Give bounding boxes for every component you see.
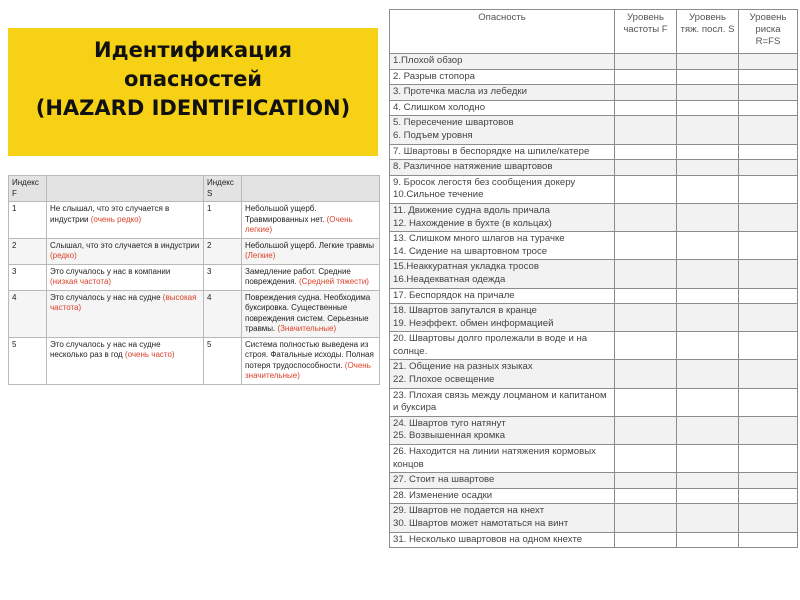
s-description: Замедление работ. Средние повреждения. (Средней тяжести) [242, 264, 380, 290]
s-value: 3 [204, 264, 242, 290]
hazard-row [390, 288, 798, 304]
hazard-cell: 21. Общение на разных языках 22. Плохое освещение [390, 360, 615, 388]
risk-cell[interactable] [739, 332, 798, 360]
hazard-row [390, 532, 798, 548]
frequency-cell[interactable] [615, 445, 677, 473]
risk-cell[interactable] [739, 388, 798, 416]
s-description: Повреждения судна. Необходима буксировка. Существенные повреждения систем. Серьезные травмы. (Значительные) [242, 290, 380, 337]
hazard-row [390, 203, 798, 231]
hazard-cell: 5. Пересечение швартовов 6. Подъем уровня [390, 116, 615, 144]
f-value: 5 [9, 337, 47, 384]
severity-cell[interactable] [677, 288, 739, 304]
hazard-cell: 20. Швартовы долго пролежали в воде и на солнце. [390, 332, 615, 360]
s-value: 4 [204, 290, 242, 337]
s-note: (Средней тяжести) [298, 277, 369, 286]
severity-cell[interactable] [677, 332, 739, 360]
s-value: 1 [204, 202, 242, 239]
severity-cell[interactable] [677, 488, 739, 504]
frequency-cell[interactable] [615, 360, 677, 388]
hazard-cell: 17. Беспорядок на причале [390, 288, 615, 304]
risk-cell[interactable] [739, 100, 798, 116]
risk-cell[interactable] [739, 445, 798, 473]
severity-cell[interactable] [677, 304, 739, 332]
hazard-row [390, 488, 798, 504]
hazard-cell: 28. Изменение осадки [390, 488, 615, 504]
hazard-cell: 2. Разрыв стопора [390, 69, 615, 85]
risk-header: Уровень риска R=FS [739, 10, 798, 54]
s-note: (Очень легкие) [245, 214, 353, 234]
frequency-cell[interactable] [615, 116, 677, 144]
index-row [9, 290, 380, 337]
f-note: (высокая частота) [50, 292, 197, 312]
frequency-cell[interactable] [615, 85, 677, 101]
risk-cell[interactable] [739, 488, 798, 504]
frequency-cell[interactable] [615, 175, 677, 203]
severity-cell[interactable] [677, 203, 739, 231]
severity-cell[interactable] [677, 504, 739, 532]
risk-cell[interactable] [739, 473, 798, 489]
frequency-cell[interactable] [615, 260, 677, 288]
frequency-cell[interactable] [615, 332, 677, 360]
severity-cell[interactable] [677, 116, 739, 144]
hazard-cell: 7. Швартовы в беспорядке на шпиле/катере [390, 144, 615, 160]
frequency-cell[interactable] [615, 388, 677, 416]
s-description: Небольшой ущерб. Травмированных нет. (Очень легкие) [242, 202, 380, 239]
f-description: Это случалось у нас на судне (высокая частота) [47, 290, 204, 337]
risk-cell[interactable] [739, 54, 798, 70]
severity-cell[interactable] [677, 532, 739, 548]
frequency-cell[interactable] [615, 288, 677, 304]
s-value: 5 [204, 337, 242, 384]
frequency-cell[interactable] [615, 532, 677, 548]
severity-cell[interactable] [677, 360, 739, 388]
s-note: (Значительные) [277, 324, 337, 333]
index-f-header: Индекс F [9, 176, 47, 202]
frequency-cell[interactable] [615, 416, 677, 444]
title-line-3: (HAZARD IDENTIFICATION) [35, 96, 351, 120]
f-description: Не слышал, что это случается в индустрии (очень редко) [47, 202, 204, 239]
severity-cell[interactable] [677, 69, 739, 85]
severity-cell[interactable] [677, 175, 739, 203]
hazard-cell: 29. Швартов не подается на кнехт 30. Швартов может намотаться на винт [390, 504, 615, 532]
f-note: (низкая частота) [50, 277, 112, 286]
s-description: Система полностью выведена из строя. Фатальные исходы. Полная потеря трудоспособности. (Очень значительные) [242, 337, 380, 384]
hazard-cell: 24. Швартов туго натянут 25. Возвышенная кромка [390, 416, 615, 444]
severity-cell[interactable] [677, 160, 739, 176]
hazard-cell: 18. Швартов запутался в кранце 19. Неэффект. обмен информацией [390, 304, 615, 332]
severity-cell[interactable] [677, 100, 739, 116]
hazard-cell: 4. Слишком холодно [390, 100, 615, 116]
hazard-row [390, 504, 798, 532]
severity-cell[interactable] [677, 54, 739, 70]
risk-cell[interactable] [739, 160, 798, 176]
hazard-cell: 3. Протечка масла из лебедки [390, 85, 615, 101]
hazard-row [390, 304, 798, 332]
hazard-cell: 15.Неаккуратная укладка тросов 16.Неадекватная одежда [390, 260, 615, 288]
severity-cell[interactable] [677, 144, 739, 160]
risk-cell[interactable] [739, 304, 798, 332]
frequency-cell[interactable] [615, 54, 677, 70]
f-note: (очень часто) [124, 350, 175, 359]
hazard-row [390, 144, 798, 160]
frequency-cell[interactable] [615, 232, 677, 260]
hazard-row [390, 360, 798, 388]
f-description: Слышал, что это случается в индустрии (редко) [47, 238, 204, 264]
hazard-row [390, 416, 798, 444]
frequency-cell[interactable] [615, 144, 677, 160]
severity-header: Уровень тяж. посл. S [677, 10, 739, 54]
frequency-cell[interactable] [615, 304, 677, 332]
hazard-row [390, 232, 798, 260]
severity-cell[interactable] [677, 260, 739, 288]
index-table [8, 175, 380, 385]
severity-cell[interactable] [677, 445, 739, 473]
hazard-cell: 1.Плохой обзор [390, 54, 615, 70]
risk-cell[interactable] [739, 532, 798, 548]
hazard-table-header [390, 10, 798, 54]
hazard-row [390, 260, 798, 288]
f-note: (очень редко) [90, 214, 142, 224]
s-note: (Легкие) [245, 251, 276, 260]
hazard-row [390, 388, 798, 416]
f-value: 4 [9, 290, 47, 337]
hazard-cell: 9. Бросок легостя без сообщения докеру 10.Сильное течение [390, 175, 615, 203]
hazard-row [390, 160, 798, 176]
risk-cell[interactable] [739, 260, 798, 288]
risk-cell[interactable] [739, 175, 798, 203]
hazard-table [389, 9, 798, 548]
frequency-cell[interactable] [615, 488, 677, 504]
risk-cell[interactable] [739, 144, 798, 160]
severity-cell[interactable] [677, 388, 739, 416]
severity-cell[interactable] [677, 473, 739, 489]
hazard-row [390, 332, 798, 360]
hazard-cell: 27. Стоит на швартове [390, 473, 615, 489]
f-note: (редко) [50, 251, 77, 260]
hazard-row [390, 445, 798, 473]
risk-cell[interactable] [739, 360, 798, 388]
hazard-cell: 26. Находится на линии натяжения кормовых концов [390, 445, 615, 473]
hazard-cell: 13. Слишком много шлагов на турачке 14. Сидение на швартовном тросе [390, 232, 615, 260]
risk-cell[interactable] [739, 416, 798, 444]
risk-cell[interactable] [739, 232, 798, 260]
hazard-header: Опасность [390, 10, 615, 54]
risk-cell[interactable] [739, 69, 798, 85]
title-box [8, 28, 378, 156]
index-row [9, 202, 380, 239]
risk-cell[interactable] [739, 288, 798, 304]
frequency-cell[interactable] [615, 203, 677, 231]
f-value: 2 [9, 238, 47, 264]
hazard-row [390, 69, 798, 85]
risk-cell[interactable] [739, 116, 798, 144]
risk-cell[interactable] [739, 85, 798, 101]
title-line-2: опасностей [123, 67, 263, 91]
index-row [9, 238, 380, 264]
risk-cell[interactable] [739, 203, 798, 231]
frequency-cell[interactable] [615, 473, 677, 489]
index-table-header [9, 176, 380, 202]
hazard-cell: 8. Различное натяжение швартовов [390, 160, 615, 176]
hazard-row [390, 85, 798, 101]
risk-cell[interactable] [739, 504, 798, 532]
frequency-cell[interactable] [615, 160, 677, 176]
severity-cell[interactable] [677, 232, 739, 260]
hazard-cell: 23. Плохая связь между лоцманом и капитаном и буксира [390, 388, 615, 416]
hazard-row [390, 473, 798, 489]
hazard-cell: 11. Движение судна вдоль причала 12. Нахождение в бухте (в кольцах) [390, 203, 615, 231]
severity-cell[interactable] [677, 416, 739, 444]
frequency-cell[interactable] [615, 504, 677, 532]
s-description: Небольшой ущерб. Легкие травмы (Легкие) [242, 238, 380, 264]
hazard-row [390, 54, 798, 70]
severity-cell[interactable] [677, 85, 739, 101]
f-description: Это случалось у нас на судне несколько раз в год (очень часто) [47, 337, 204, 384]
index-f-desc-header [47, 176, 204, 202]
frequency-cell[interactable] [615, 100, 677, 116]
hazard-row [390, 100, 798, 116]
index-row [9, 337, 380, 384]
hazard-row [390, 116, 798, 144]
frequency-header: Уровень частоты F [615, 10, 677, 54]
index-s-header: Индекс S [204, 176, 242, 202]
f-description: Это случалось у нас в компании (низкая частота) [47, 264, 204, 290]
hazard-cell: 31. Несколько швартовов на одном кнехте [390, 532, 615, 548]
s-value: 2 [204, 238, 242, 264]
f-value: 1 [9, 202, 47, 239]
frequency-cell[interactable] [615, 69, 677, 85]
index-s-desc-header [242, 176, 380, 202]
hazard-row [390, 175, 798, 203]
s-note: (Очень значительные) [245, 360, 371, 380]
index-row [9, 264, 380, 290]
f-value: 3 [9, 264, 47, 290]
title-line-1: Идентификация [94, 38, 292, 62]
